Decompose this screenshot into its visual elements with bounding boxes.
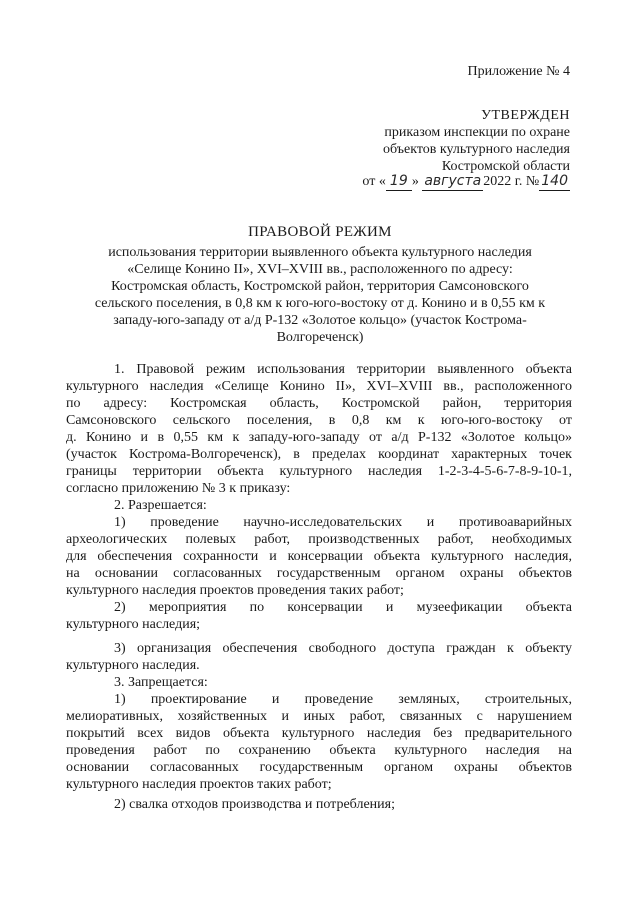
document-title: ПРАВОВОЙ РЕЖИМ [248,224,392,240]
appendix-label: Приложение № 4 [467,64,570,79]
body-line: по адресу: Костромская область, Костромской район, территория [66,396,572,411]
body-line: культурного наследия проектов проведения таких работ; [66,583,404,598]
section-heading: 3. Запрещается: [114,675,208,690]
date-year: 2022 г. № [483,174,540,189]
approval-heading: УТВЕРЖДЕН [481,108,570,123]
subtitle-line: сельского поселения, в 0,8 км к юго-юго-востоку от д. Конино и в 0,55 км к [94,296,546,311]
body-line: согласно приложению № 3 к приказу: [66,481,291,496]
approval-line-3: Костромской области [441,159,570,174]
section-heading: 2. Разрешается: [114,498,207,513]
body-line: 1) проведение научно-исследовательских и противоаварийных [114,515,572,530]
body-line: проведения работ по сохранению объекта культурного наследия на [66,743,572,758]
subtitle-line: западу-юго-западу от а/д Р-132 «Золотое кольцо» (участок Кострома- [113,313,527,328]
body-line: границы территории объекта культурного наследия 1-2-3-4-5-6-7-8-9-10-1, [66,464,572,479]
body-line: культурного наследия. [66,658,200,673]
body-line: 3) организация обеспечения свободного доступа граждан к объекту [114,641,572,656]
body-line: покрытий всех видов объекта культурного наследия без предварительного [66,726,572,741]
date-prefix: от « [362,174,386,189]
body-line: культурного наследия «Селище Конино II», XVI–XVIII вв., расположенного [66,379,572,394]
body-line: культурного наследия проектов таких работ; [66,777,332,792]
body-line: археологических полевых работ, производственных работ, необходимых [66,532,572,547]
approval-line-2: объектов культурного наследия [382,142,570,157]
body-line: Самсоновского сельского поселения, в 0,8 км к юго-юго-востоку от [66,413,572,428]
approval-date-row [362,172,570,191]
body-line: 2) свалка отходов производства и потребления; [114,797,395,812]
body-line: д. Конино и в 0,55 км к западу-юго-западу от а/д Р-132 «Золотое кольцо» [66,430,572,445]
subtitle-line: Волгореченск) [276,330,364,345]
body-line: основании согласованных государственным органом охраны объектов [66,760,572,775]
body-line: 2) мероприятия по консервации и музеефикации объекта [114,600,572,615]
body-line: на основании согласованных государственным органом охраны объектов [66,566,572,581]
body-line: 1) проектирование и проведение земляных, строительных, [114,692,572,707]
handwritten-number: 140 [541,173,568,189]
approval-line-1: приказом инспекции по охране [384,125,570,140]
subtitle-line: «Селище Конино II», XVI–XVIII вв., расположенного по адресу: [127,262,513,277]
body-line: (участок Кострома-Волгореченск), в пределах координат характерных точек [66,447,572,462]
body-line: мелиоративных, хозяйственных и иных работ, связанных с нарушением [66,709,572,724]
date-day-close: » [411,174,419,189]
body-line: для обеспечения сохранности и консервации объекта культурного наследия, [66,549,572,564]
subtitle-line: Костромская область, Костромской район, территория Самсоновского [111,279,529,294]
subtitle-line: использования территории выявленного объекта культурного наследия [108,245,532,260]
body-line: культурного наследия; [66,617,201,632]
handwritten-day: 19 [386,172,412,191]
handwritten-month: августа [424,173,482,189]
body-line: 1. Правовой режим использования территории выявленного объекта [114,362,572,377]
